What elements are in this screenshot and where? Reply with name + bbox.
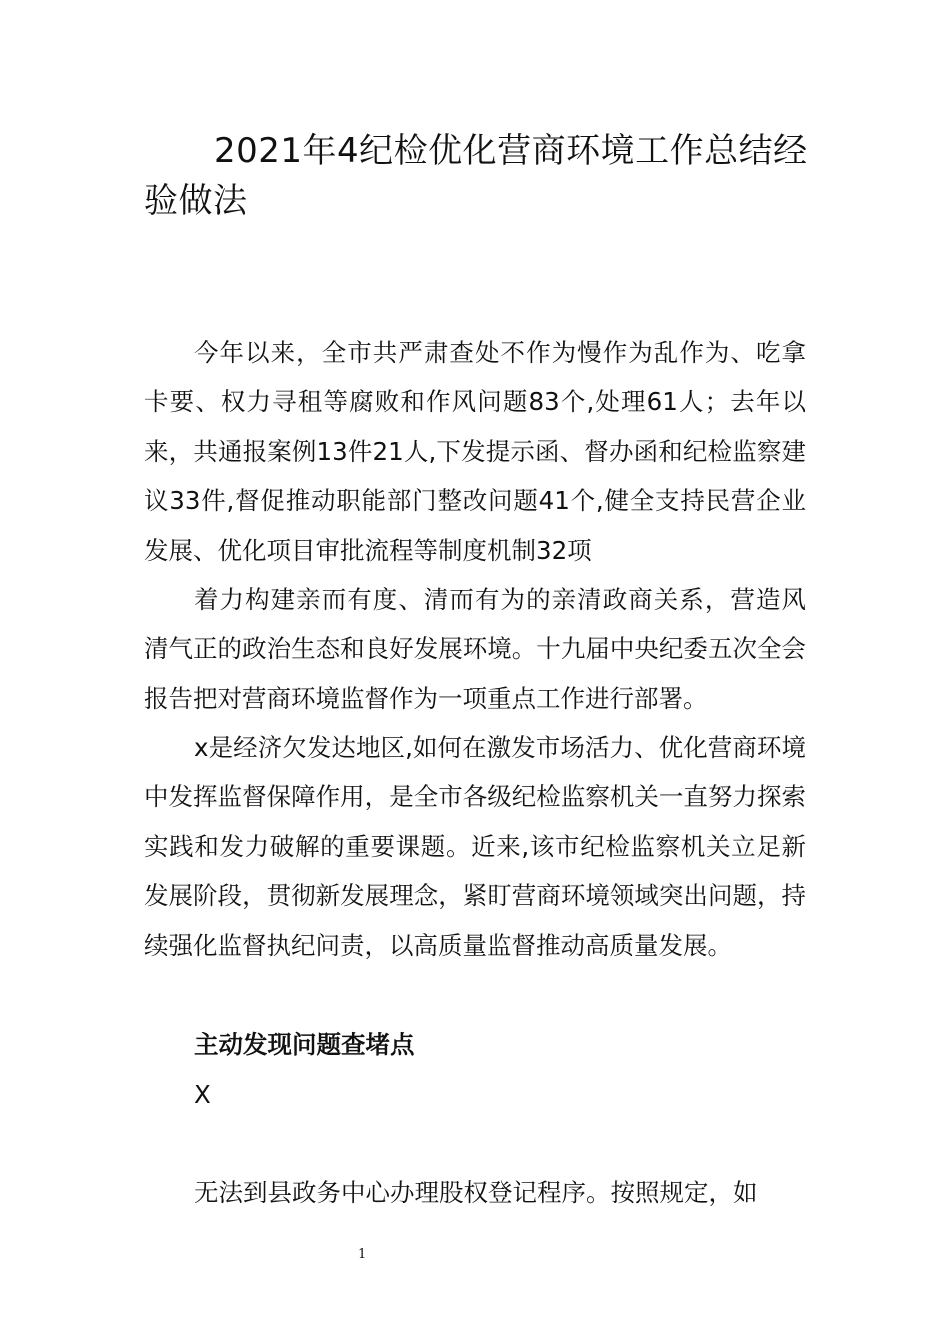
page-number: 1 <box>358 1247 367 1262</box>
paragraph-background: x是经济欠发达地区,如何在激发市场活力、优化营商环境中发挥监督保障作用，是全市各级纪检监察机关一直努力探索实践和发力破解的重要课题。近来,该市纪检监察机关立足新发展阶段，贯彻新发展理念，紧盯营商环境领域突出问题，持续强化监督执纪问责，以高质量监督推动高质量发展。 <box>144 733 806 960</box>
section-heading: 主动发现问题查堵点 <box>194 1030 415 1059</box>
paragraph-relations: 着力构建亲而有度、清而有为的亲清政商关系，营造风清气正的政治生态和良好发展环境。十九届中央纪委五次全会报告把对营商环境监督作为一项重点工作进行部署。 <box>144 585 806 713</box>
document-title: 2021年4纪检优化营商环境工作总结经验做法 <box>144 131 808 221</box>
section-marker: X <box>194 1080 211 1109</box>
paragraph-statistics: 今年以来，全市共严肃查处不作为慢作为乱作为、吃拿卡要、权力寻租等腐败和作风问题83个,处理61人；去年以来，共通报案例13件21人,下发提示函、督办函和纪检监察建议33件,督促推动职能部门整改问题41个,健全支持民营企业发展、优化项目审批流程等制度机制32项 <box>144 338 806 565</box>
paragraph-registration: 无法到县政务中心办理股权登记程序。按照规定，如 <box>194 1178 758 1207</box>
